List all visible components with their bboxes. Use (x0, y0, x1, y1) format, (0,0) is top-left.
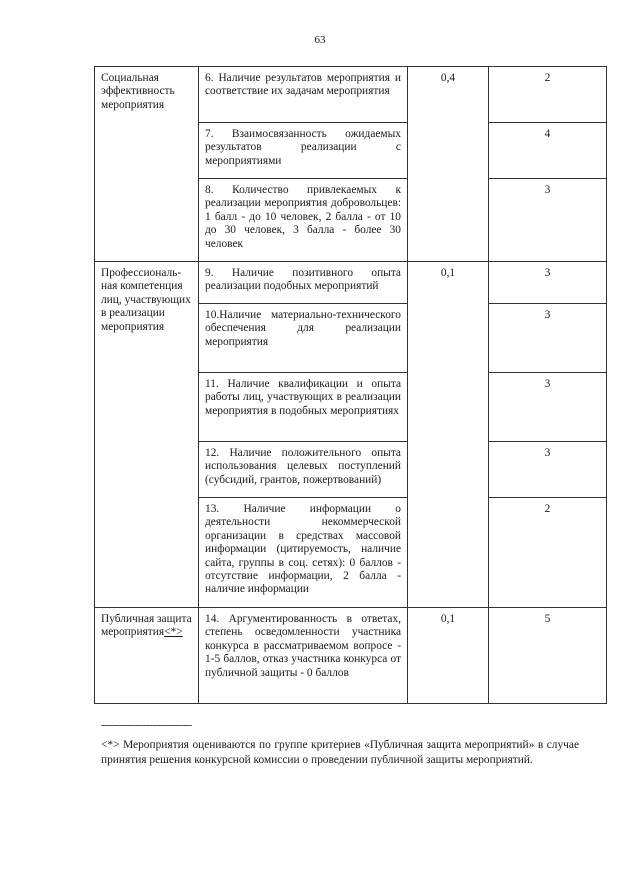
score-cell: 3 (489, 373, 607, 442)
criterion-cell: 14. Аргументированность в ответах, степень осведомленности участника конкурса в рассматриваемом вопросе - 1-5 баллов, отказ участника конкурса от публичной защиты - 0 баллов (199, 608, 408, 704)
group-name-cell: Профессиональ-ная компетенция лиц, участвующих в реализации мероприятия (95, 262, 199, 608)
score-cell: 3 (489, 442, 607, 498)
criterion-cell: 8. Количество привлекаемых к реализации мероприятия добровольцев: 1 балл - до 10 человек, 2 балла - от 10 до 30 человек, 3 балла - более 30 человек (199, 179, 408, 262)
criteria-table (94, 66, 607, 704)
weight-cell: 0,4 (408, 67, 489, 262)
weight-cell: 0,1 (408, 608, 489, 704)
criterion-cell: 6. Наличие результатов мероприятия и соответствие их задачам мероприятия (199, 67, 408, 123)
score-cell: 3 (489, 179, 607, 262)
score-cell: 3 (489, 262, 607, 304)
footnote-separator: -------------------------------- (101, 720, 192, 731)
footnote-mark-link[interactable]: <*> (164, 626, 183, 639)
group-name-text: Публичная защита мероприятия (101, 613, 192, 639)
criterion-cell: 10.Наличие материально-технического обеспечения для реализации мероприятия (199, 304, 408, 373)
group-name-cell (95, 608, 199, 704)
criterion-cell: 9. Наличие позитивного опыта реализации подобных мероприятий (199, 262, 408, 304)
table-row (95, 262, 607, 304)
score-cell: 2 (489, 67, 607, 123)
table-row (95, 67, 607, 123)
footnote-text: <*> Мероприятия оцениваются по группе критериев «Публичная защита мероприятий» в случае принятия решения конкурсной комиссии о проведении публичной защиты мероприятий. (101, 739, 579, 766)
score-cell: 2 (489, 498, 607, 608)
score-cell: 5 (489, 608, 607, 704)
score-cell: 4 (489, 123, 607, 179)
score-cell: 3 (489, 304, 607, 373)
criterion-cell: 11. Наличие квалификации и опыта работы лиц, участвующих в реализации мероприятия в подобных мероприятиях (199, 373, 408, 442)
group-name-cell: Социальная эффективность мероприятия (95, 67, 199, 262)
weight-cell: 0,1 (408, 262, 489, 608)
criterion-cell: 13. Наличие информации о деятельности некоммерческой организации в средствах массовой информации (цитируемость, наличие сайта, группы в соц. сетях): 0 баллов - отсутствие информации, 2 балла - наличие информации (199, 498, 408, 608)
criterion-cell: 7. Взаимосвязанность ожидаемых результатов реализации с мероприятиями (199, 123, 408, 179)
table-row (95, 608, 607, 704)
page-number: 63 (314, 34, 326, 46)
criterion-cell: 12. Наличие положительного опыта использования целевых поступлений (субсидий, грантов, пожертвований) (199, 442, 408, 498)
